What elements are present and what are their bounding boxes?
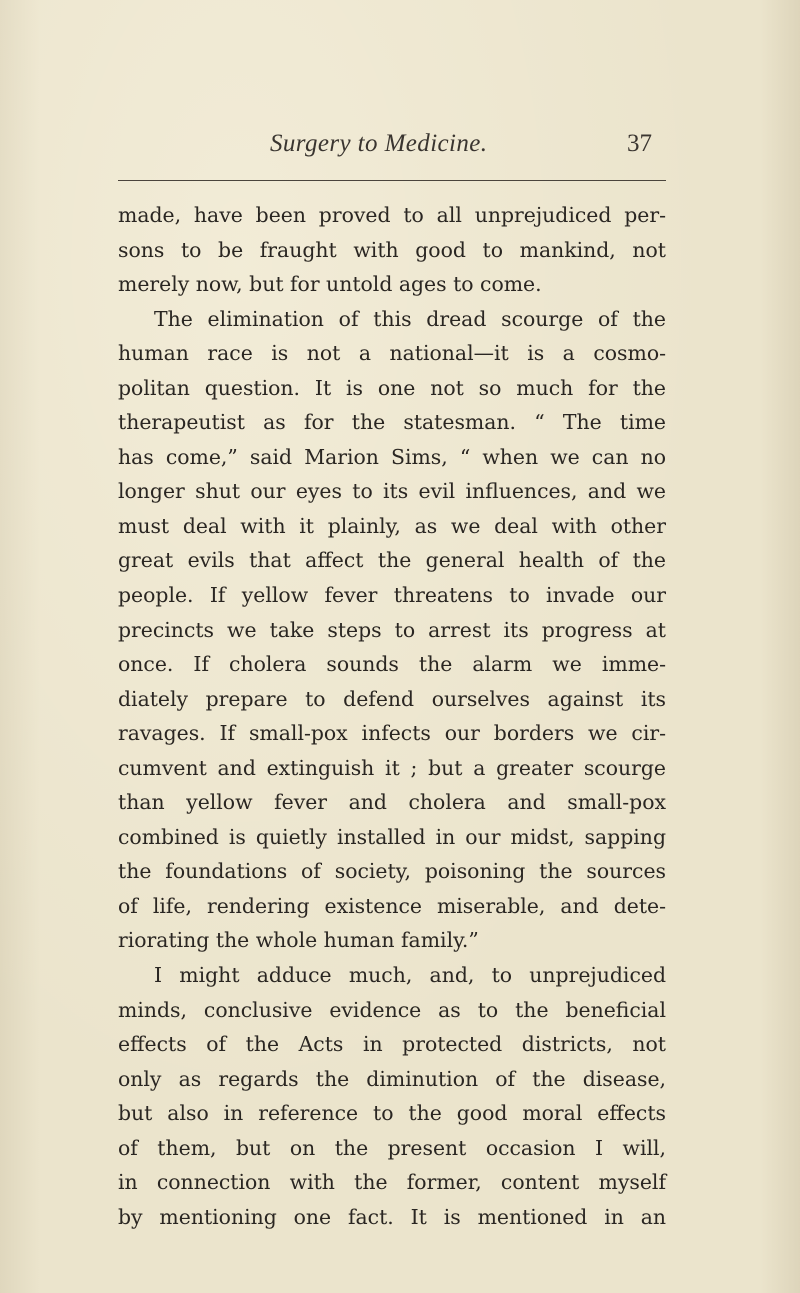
text-line: of them, but on the present occasion I will,: [118, 1135, 666, 1160]
text-line: riorating the whole human family.”: [118, 928, 479, 953]
text-line: by mentioning one fact. It is mentioned in an: [118, 1204, 666, 1229]
header-rule: [118, 180, 666, 181]
text-line: has come,” said Marion Sims, “ when we can no: [118, 444, 666, 469]
text-line: in connection with the former, content myself: [118, 1170, 666, 1195]
text-line: ravages. If small-pox infects our borders we cir-: [118, 721, 666, 746]
text-line: than yellow fever and cholera and small-pox: [118, 790, 666, 815]
text-line: the foundations of society, poisoning the sources: [118, 859, 666, 884]
text-line: therapeutist as for the statesman. “ The time: [118, 410, 666, 435]
text-line: only as regards the diminution of the disease,: [118, 1066, 666, 1091]
text-line: made, have been proved to all unprejudiced per-: [118, 203, 666, 227]
text-line: I might adduce much, and, to unprejudiced: [154, 963, 666, 988]
text-line: sons to be fraught with good to mankind, not: [118, 237, 666, 262]
text-line: cumvent and extinguish it ; but a greater scourge: [118, 755, 666, 780]
text-line: politan question. It is one not so much for the: [118, 375, 666, 400]
text-line: great evils that affect the general health of the: [118, 548, 666, 573]
text-line: but also in reference to the good moral effects: [118, 1101, 666, 1126]
text-line: diately prepare to defend ourselves against its: [118, 686, 666, 711]
text-line: human race is not a national—it is a cosmo-: [118, 341, 666, 366]
running-title: Surgery to Medicine.: [270, 130, 488, 157]
text-line: minds, conclusive evidence as to the beneficial: [118, 997, 666, 1022]
text-line: effects of the Acts in protected districts, not: [118, 1032, 666, 1057]
text-line: of life, rendering existence miserable, and dete-: [118, 893, 666, 918]
body-text: [118, 198, 666, 1234]
page-number: 37: [627, 130, 652, 157]
running-head: [118, 130, 666, 164]
text-line: merely now, but for untold ages to come.: [118, 272, 542, 297]
text-line: The elimination of this dread scourge of the: [154, 306, 666, 331]
text-line: longer shut our eyes to its evil influences, and we: [118, 479, 666, 504]
text-line: once. If cholera sounds the alarm we imme-: [118, 652, 666, 677]
text-line: combined is quietly installed in our midst, sapping: [118, 824, 666, 849]
text-line: precincts we take steps to arrest its progress at: [118, 617, 666, 642]
text-line: people. If yellow fever threatens to invade our: [118, 583, 666, 608]
text-line: must deal with it plainly, as we deal with other: [118, 513, 666, 538]
